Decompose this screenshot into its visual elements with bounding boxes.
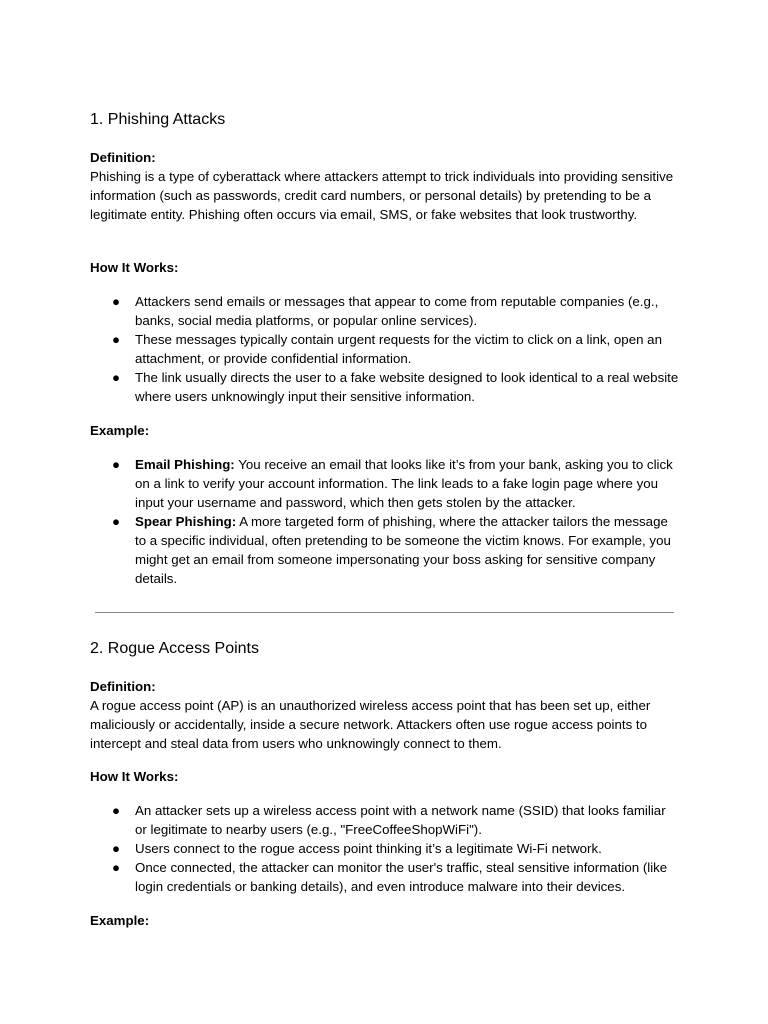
- list-item-text: Users connect to the rogue access point thinking it’s a legitimate Wi-Fi network.: [135, 841, 602, 856]
- section-2-definition-label: Definition:: [90, 679, 156, 694]
- bullet-icon: ●: [112, 841, 121, 856]
- list-item-text: Once connected, the attacker can monitor the user's traffic, steal sensitive information (like login credentials or banking details), and even introduce malware into their devices.: [135, 860, 668, 894]
- bullet-icon: ●: [112, 332, 121, 347]
- section-2-how-label: How It Works:: [90, 769, 179, 784]
- section-1-definition-label: Definition:: [90, 150, 156, 165]
- section-1-example-label: Example:: [90, 423, 150, 438]
- list-item: [90, 368, 680, 406]
- section-divider: [95, 612, 674, 613]
- example-lead: Spear Phishing:: [135, 514, 237, 529]
- bullet-icon: ●: [112, 514, 121, 529]
- bullet-icon: ●: [112, 370, 121, 385]
- section-1-example-list: [90, 455, 680, 588]
- section-1-how-list: [90, 292, 680, 406]
- section-2-definition-text: A rogue access point (AP) is an unauthorized wireless access point that has been set up, either maliciously or accidentally, inside a secure network. Attackers often use rogue access points to intercept and steal data from users who unknowingly connect to them.: [90, 698, 651, 751]
- list-item: [90, 512, 680, 588]
- section-2-example-label: Example:: [90, 913, 150, 928]
- list-item-text: These messages typically contain urgent requests for the victim to click on a link, open an attachment, or provide confidential information.: [135, 332, 662, 366]
- list-item-text: Attackers send emails or messages that appear to come from reputable companies (e.g., banks, social media platforms, or popular online services).: [135, 294, 659, 328]
- bullet-icon: ●: [112, 803, 121, 818]
- list-item-text: An attacker sets up a wireless access point with a network name (SSID) that looks familiar or legitimate to nearby users (e.g., "FreeCoffeeShopWiFi").: [135, 803, 666, 837]
- list-item: [90, 455, 680, 512]
- list-item: [90, 858, 680, 896]
- example-text: You receive an email that looks like it’s from your bank, asking you to click on a link to verify your account information. The link leads to a fake login page where you input your username and password, which then gets stolen by the attacker.: [135, 457, 673, 510]
- list-item: [90, 292, 680, 330]
- list-item: [90, 801, 680, 839]
- section-1-definition-text: Phishing is a type of cyberattack where attackers attempt to trick individuals into providing sensitive information (such as passwords, credit card numbers, or personal details) by pretending to be a legitimate entity. Phishing often occurs via email, SMS, or fake websites that look trustworthy.: [90, 169, 674, 222]
- example-lead: Email Phishing:: [135, 457, 235, 472]
- bullet-icon: ●: [112, 294, 121, 309]
- section-2-how-list: [90, 801, 680, 896]
- list-item: [90, 839, 680, 858]
- list-item-text: The link usually directs the user to a fake website designed to look identical to a real website where users unknowingly input their sensitive information.: [135, 370, 679, 404]
- example-text: A more targeted form of phishing, where the attacker tailors the message to a specific individual, often pretending to be someone the victim knows. For example, you might get an email from someone impersonating your boss asking for sensitive company details.: [135, 514, 671, 586]
- bullet-icon: ●: [112, 860, 121, 875]
- section-1-how-label: How It Works:: [90, 260, 179, 275]
- bullet-icon: ●: [112, 457, 121, 472]
- section-1-title: 1. Phishing Attacks: [90, 111, 226, 128]
- list-item: [90, 330, 680, 368]
- section-2-title: 2. Rogue Access Points: [90, 640, 259, 657]
